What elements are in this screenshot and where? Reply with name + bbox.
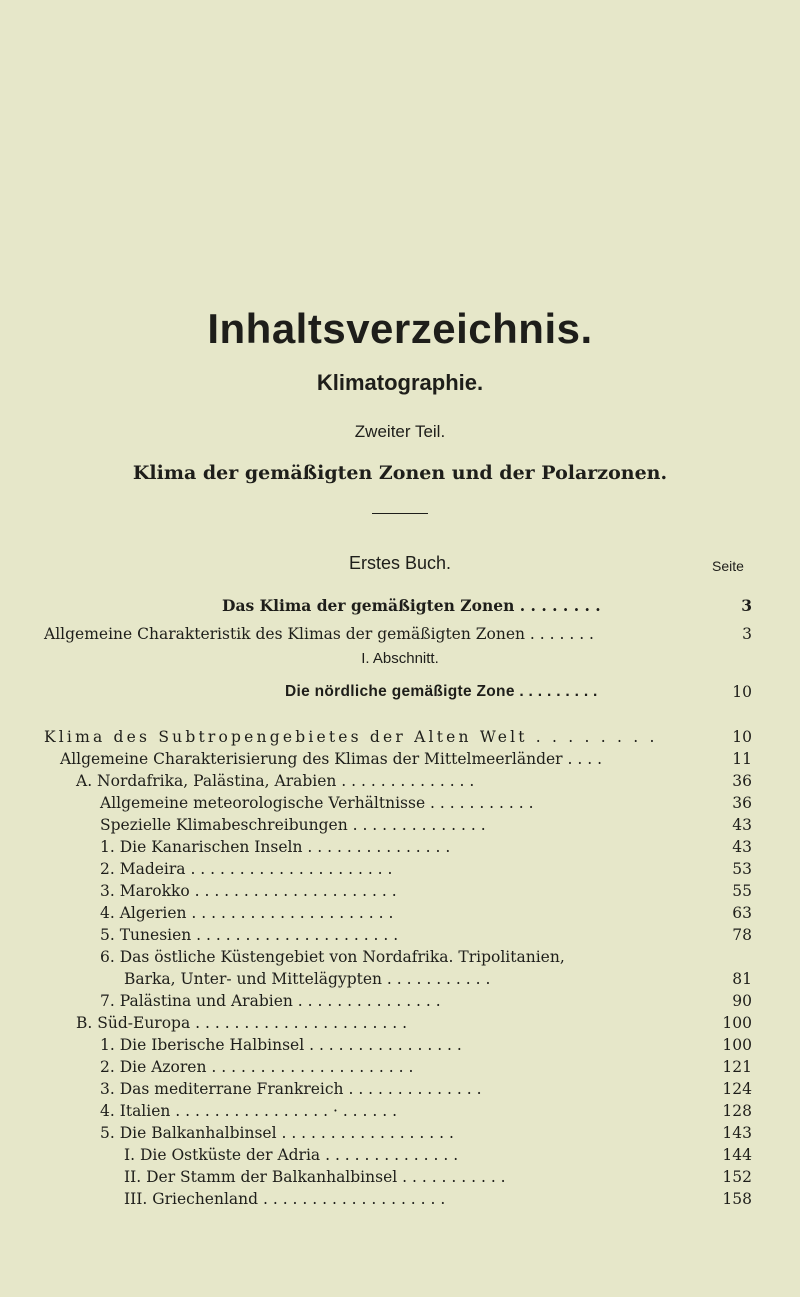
toc-entry — [0, 968, 800, 990]
entry-page: 81 — [732, 970, 752, 988]
entry-text: 3. Das mediterrane Frankreich . . . . . . . . . . . . . . — [100, 1080, 482, 1098]
volume-title: Klima der gemäßigten Zonen und der Polarzonen. — [132, 462, 668, 484]
toc-entry — [0, 792, 800, 814]
entry-page: 90 — [732, 992, 752, 1010]
page-title: Inhaltsverzeichnis. — [207, 305, 593, 352]
entry-page: 3 — [742, 625, 752, 643]
entry-page: 100 — [722, 1036, 752, 1054]
entry-page: 152 — [722, 1168, 752, 1186]
entry-text: 2. Die Azoren . . . . . . . . . . . . . . . . . . . . . — [100, 1058, 414, 1076]
subtitle: Klimatographie. — [316, 370, 484, 395]
entry-text: 4. Algerien . . . . . . . . . . . . . . . . . . . . . — [100, 904, 394, 922]
toc-entry — [0, 681, 800, 703]
part-label: Zweiter Teil. — [354, 422, 446, 441]
entry-page: 3 — [741, 596, 752, 615]
toc-entry — [0, 924, 800, 946]
entry-page: 158 — [722, 1190, 752, 1208]
toc-entry — [0, 1078, 800, 1100]
entry-text: Klima des Subtropengebietes der Alten Welt . . . . . . . . — [44, 728, 658, 746]
entry-text: B. Süd-Europa . . . . . . . . . . . . . . . . . . . . . . — [76, 1014, 407, 1032]
entry-page: 143 — [722, 1124, 752, 1142]
toc-entry — [0, 726, 800, 748]
section-label: I. Abschnitt. — [361, 650, 439, 667]
toc-entry — [0, 990, 800, 1012]
entry-text: III. Griechenland . . . . . . . . . . . . . . . . . . . — [124, 1190, 446, 1208]
entry-page: 121 — [722, 1058, 752, 1076]
entry-text: 2. Madeira . . . . . . . . . . . . . . . . . . . . . — [100, 860, 393, 878]
toc-entry — [0, 1034, 800, 1056]
entry-page: 10 — [732, 683, 752, 701]
toc-entry — [0, 1100, 800, 1122]
entry-page: 78 — [732, 926, 752, 944]
entry-text: Die nördliche gemäßigte Zone . . . . . . . . . — [285, 683, 598, 700]
entry-text: A. Nordafrika, Palästina, Arabien . . . . . . . . . . . . . . — [76, 772, 475, 790]
entry-text: 7. Palästina und Arabien . . . . . . . . . . . . . . . — [100, 992, 441, 1010]
entry-page: 10 — [732, 728, 752, 746]
entry-page: 100 — [722, 1014, 752, 1032]
entry-page: 43 — [732, 816, 752, 834]
entry-text: Barka, Unter- und Mittelägypten . . . . . . . . . . . — [124, 970, 491, 988]
page-column-label: Seite — [712, 558, 744, 574]
entry-text: Allgemeine Charakterisierung des Klimas der Mittelmeerländer . . . . — [60, 750, 603, 768]
entry-text: I. Die Ostküste der Adria . . . . . . . . . . . . . . — [124, 1146, 459, 1164]
book-label: Erstes Buch. — [348, 553, 452, 573]
toc-entry — [0, 858, 800, 880]
entry-page: 55 — [732, 882, 752, 900]
toc-entry — [0, 1122, 800, 1144]
toc-entry — [0, 1056, 800, 1078]
toc-entry — [0, 748, 800, 770]
toc-entry — [0, 1012, 800, 1034]
entry-page: 128 — [722, 1102, 752, 1120]
entry-page: 53 — [732, 860, 752, 878]
entry-page: 36 — [732, 794, 752, 812]
entry-page: 63 — [732, 904, 752, 922]
entry-page: 11 — [732, 750, 752, 768]
entry-text: Allgemeine meteorologische Verhältnisse . . . . . . . . . . . — [100, 794, 534, 812]
toc-entry — [0, 595, 800, 617]
toc-entry — [0, 836, 800, 858]
toc-entry — [0, 946, 800, 968]
toc-entry — [0, 902, 800, 924]
toc-entry — [0, 880, 800, 902]
entry-text: Allgemeine Charakteristik des Klimas der gemäßigten Zonen . . . . . . . — [44, 625, 594, 643]
entry-text: 3. Marokko . . . . . . . . . . . . . . . . . . . . . — [100, 882, 397, 900]
entry-text: Spezielle Klimabeschreibungen . . . . . . . . . . . . . . — [100, 816, 486, 834]
toc-entry — [0, 1166, 800, 1188]
entry-text: 6. Das östliche Küstengebiet von Nordafrika. Tripolitanien, — [100, 948, 565, 966]
toc-entry — [0, 623, 800, 645]
entry-text: Das Klima der gemäßigten Zonen . . . . . . . . — [222, 596, 601, 615]
toc-entry — [0, 770, 800, 792]
entry-text: 5. Tunesien . . . . . . . . . . . . . . . . . . . . . — [100, 926, 399, 944]
entry-text: 1. Die Kanarischen Inseln . . . . . . . . . . . . . . . — [100, 838, 451, 856]
divider — [372, 513, 428, 514]
entry-page: 43 — [732, 838, 752, 856]
entry-text: 4. Italien . . . . . . . . . . . . . . . . · . . . . . . — [100, 1102, 398, 1120]
entry-page: 124 — [722, 1080, 752, 1098]
entry-text: 5. Die Balkanhalbinsel . . . . . . . . . . . . . . . . . . — [100, 1124, 454, 1142]
entry-page: 36 — [732, 772, 752, 790]
entry-page: 144 — [722, 1146, 752, 1164]
entry-text: 1. Die Iberische Halbinsel . . . . . . . . . . . . . . . . — [100, 1036, 462, 1054]
toc-entry — [0, 1144, 800, 1166]
entry-text: II. Der Stamm der Balkanhalbinsel . . . . . . . . . . . — [124, 1168, 506, 1186]
toc-entry — [0, 1188, 800, 1210]
toc-entry — [0, 814, 800, 836]
